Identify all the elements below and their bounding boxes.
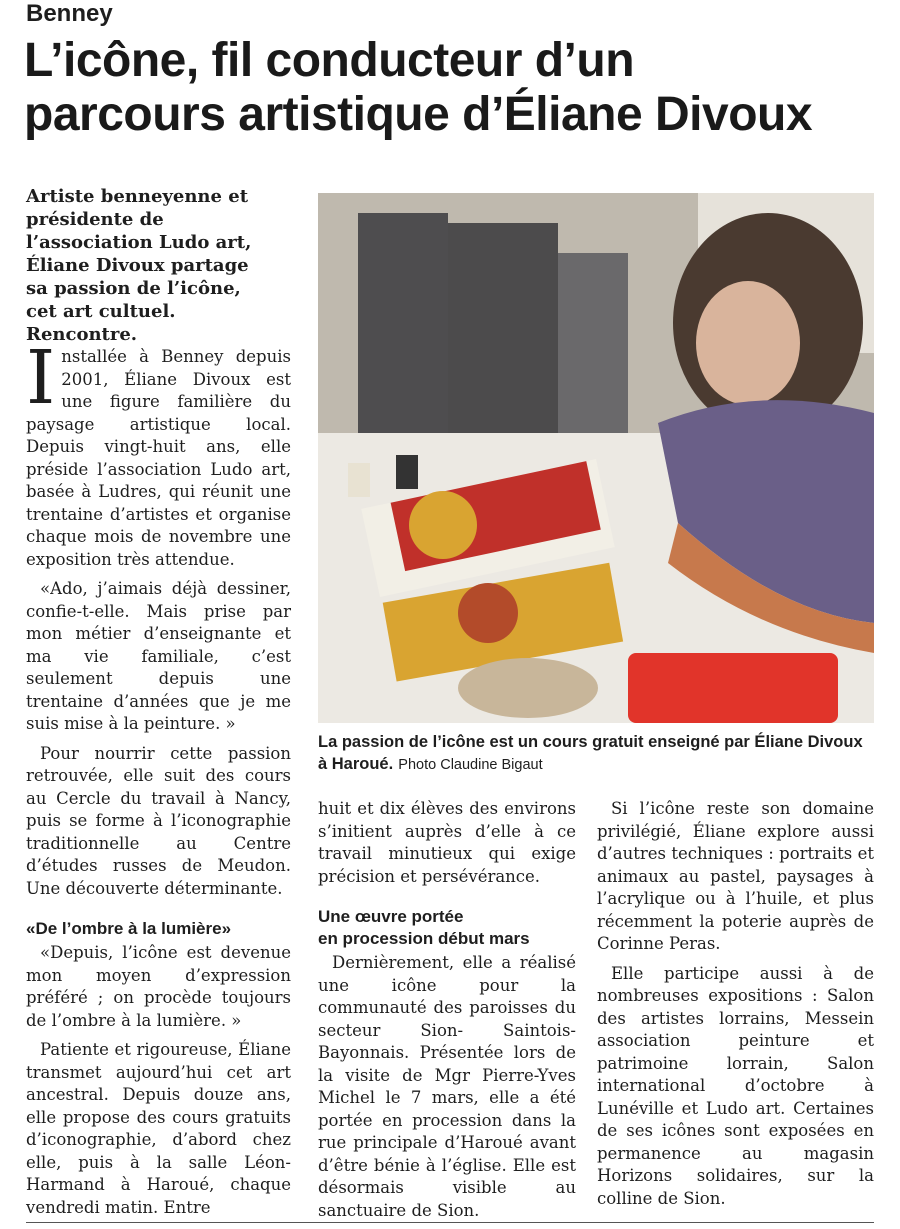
article-column-1 xyxy=(26,335,291,1226)
caption-text: La passion de l’icône est un cours gratuit enseigné par Éliane Divoux à Haroué. xyxy=(318,733,863,773)
photo-illustration xyxy=(318,193,874,723)
body-paragraph-8: Si l’icône reste son domaine privilégié, Éliane explore aussi d’autres techniques : portraits et animaux au pastel, paysages à l’acrylique ou à l’huile, et plus récemment la poterie auprès de Corinne Peras. xyxy=(597,799,874,953)
subheading-2-line-1: Une œuvre portée xyxy=(318,907,464,926)
article-photo xyxy=(318,193,874,723)
body-paragraph-4: «Depuis, l’icône est devenue mon moyen d’expression préféré ; on procède toujours de l’ombre à la lumière. » xyxy=(26,943,291,1030)
article-column-2 xyxy=(318,798,576,1229)
drop-cap: I xyxy=(26,335,56,421)
headline-line-2: parcours artistique d’Éliane Divoux xyxy=(24,88,813,141)
body-paragraph-3: Pour nourrir cette passion retrouvée, elle suit des cours au Cercle du travail à Nancy, puis se forme à l’iconographie traditionnelle au Centre d’études russes de Meudon. Une découverte déterminante. xyxy=(26,743,291,898)
headline-line-1: L’icône, fil conducteur d’un xyxy=(24,34,635,87)
paragraph-text: nstallée à Benney depuis 2001, Éliane Divoux est une figure familière du paysage artistique local. Depuis vingt-huit ans, elle préside l’association Ludo art, basée à Ludres, qui réunit une trentaine d’artistes et organise chaque mois de novembre une exposition très attendue. xyxy=(26,347,291,569)
headline xyxy=(24,34,884,142)
body-paragraph-1 xyxy=(26,335,291,571)
subheading-2 xyxy=(318,906,576,950)
article-column-3 xyxy=(597,798,874,1217)
section-kicker: Benney xyxy=(26,0,113,27)
body-paragraph-5: Patiente et rigoureuse, Éliane transmet aujourd’hui cet art ancestral. Depuis douze ans, elle propose des cours gratuits d’iconographie, d’abord chez elle, puis à la salle Léon-Harmand à Haroué, chaque vendredi matin. Entre xyxy=(26,1040,291,1217)
photo-caption xyxy=(318,731,874,776)
subheading-1: «De l’ombre à la lumière» xyxy=(26,919,232,938)
subheading-2-line-2: en procession début mars xyxy=(318,929,530,948)
body-paragraph-6: huit et dix élèves des environs s’initient auprès d’elle à ce travail minutieux qui exige précision et persévérance. xyxy=(318,799,576,886)
lead-paragraph: Artiste benneyenne et présidente de l’association Ludo art, Éliane Divoux partage sa passion de l’icône, cet art cultuel. Rencontre. xyxy=(26,186,252,345)
bottom-divider xyxy=(26,1222,874,1223)
body-paragraph-7: Dernièrement, elle a réalisé une icône pour la communauté des paroisses du secteur Sion- Saintois-Bayonnais. Présentée lors de la visite de Mgr Pierre-Yves Michel le 7 mars, elle a été portée en procession dans la rue principale d’Haroué avant d’être bénie à l’église. Elle est désormais visible au sanctuaire de Sion. xyxy=(318,953,576,1220)
photo-credit: Photo Claudine Bigaut xyxy=(398,757,543,773)
body-paragraph-9: Elle participe aussi à de nombreuses expositions : Salon des artistes lorrains, Messein association peinture et patrimoine lorrain, Salon international d’octobre à Lunéville et Ludo art. Certaines de ses icônes sont exposées en permanence au magasin Horizons solidaires, sur la colline de Sion. xyxy=(597,963,874,1208)
body-paragraph-2: «Ado, j’aimais déjà dessiner, confie-t-elle. Mais prise par mon métier d’enseignante et ma vie familiale, c’est seulement depuis une trentaine d’années que je me suis mise à la peinture. » xyxy=(26,579,291,733)
